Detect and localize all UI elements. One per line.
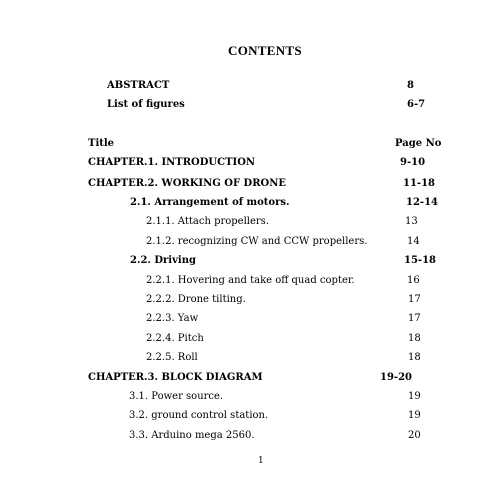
- contents-heading: CONTENTS: [228, 43, 302, 58]
- entry-page: 9-10: [400, 157, 426, 168]
- entry-page: 8: [407, 80, 414, 91]
- entry-page: 15-18: [404, 255, 436, 266]
- entry-title: 2.1. Arrangement of motors.: [130, 197, 290, 208]
- entry-title: 2.1.1. Attach propellers.: [146, 216, 269, 227]
- entry-page: 18: [408, 333, 421, 344]
- entry-page: 11-18: [403, 178, 435, 189]
- entry-title: 3.2. ground control station.: [129, 410, 269, 421]
- entry-page: 16: [407, 275, 420, 286]
- entry-title: 2.1.2. recognizing CW and CCW propellers.: [146, 236, 368, 247]
- entry-title: 2.2.3. Yaw: [146, 313, 199, 324]
- entry-page: 17: [408, 313, 421, 324]
- entry-title: 2.2.2. Drone tilting.: [146, 294, 246, 305]
- entry-title: 2.2.4. Pitch: [146, 333, 204, 344]
- entry-page: 12-14: [406, 197, 438, 208]
- entry-page: 17: [408, 294, 421, 305]
- entry-page: 13: [405, 216, 418, 227]
- entry-title: CHAPTER.1. INTRODUCTION: [88, 157, 256, 168]
- entry-page: 20: [408, 430, 421, 441]
- column-header-title: Title: [88, 138, 115, 149]
- page-number: 1: [258, 456, 264, 466]
- entry-title: 2.2. Driving: [130, 255, 196, 266]
- entry-title: CHAPTER.3. BLOCK DIAGRAM: [88, 372, 263, 383]
- entry-page: 14: [407, 236, 420, 247]
- entry-title: 2.2.1. Hovering and take off quad copter.: [146, 275, 355, 286]
- entry-page: 19: [408, 391, 421, 402]
- column-header-page: Page No: [395, 138, 442, 149]
- entry-page: 6-7: [407, 99, 426, 110]
- entry-title: 2.2.5. Roll: [146, 352, 198, 363]
- entry-title: 3.3. Arduino mega 2560.: [129, 430, 255, 441]
- entry-title: 3.1. Power source.: [129, 391, 224, 402]
- entry-page: 18: [408, 352, 421, 363]
- entry-title: CHAPTER.2. WORKING OF DRONE: [88, 178, 286, 189]
- entry-page: 19: [408, 410, 421, 421]
- entry-title: List of figures: [107, 99, 185, 110]
- entry-page: 19-20: [380, 372, 412, 383]
- entry-title: ABSTRACT: [107, 80, 170, 91]
